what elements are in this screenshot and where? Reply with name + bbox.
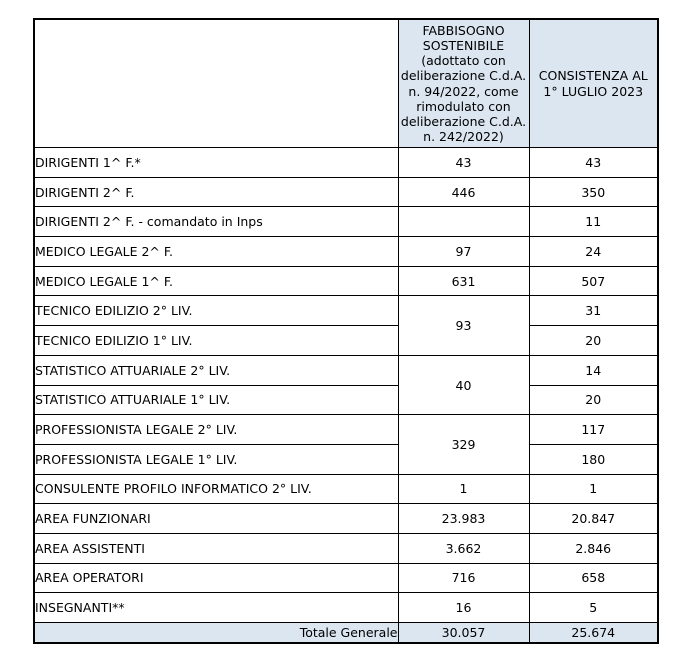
row-label: CONSULENTE PROFILO INFORMATICO 2° LIV. — [34, 474, 398, 504]
fabbisogno-cell: 716 — [398, 563, 529, 593]
fabbisogno-cell: 97 — [398, 237, 529, 267]
header-fabbisogno-line: rimodulato con — [416, 98, 511, 114]
fabbisogno-cell: 23.983 — [398, 504, 529, 534]
fabbisogno-cell-merged: 93 — [398, 296, 529, 355]
table-row — [34, 474, 658, 504]
table-row — [34, 444, 658, 474]
consistenza-cell: 2.846 — [529, 533, 658, 563]
consistenza-cell: 1 — [529, 474, 658, 504]
consistenza-cell: 11 — [529, 207, 658, 237]
fabbisogno-cell: 631 — [398, 266, 529, 296]
fabbisogno-cell: 446 — [398, 177, 529, 207]
table-row — [34, 593, 658, 623]
row-label: DIRIGENTI 1^ F.* — [34, 148, 398, 178]
row-label: AREA ASSISTENTI — [34, 533, 398, 563]
header-fabbisogno — [398, 19, 529, 148]
row-label: AREA OPERATORI — [34, 563, 398, 593]
row-label: TECNICO EDILIZIO 1° LIV. — [34, 326, 398, 356]
consistenza-cell: 31 — [529, 296, 658, 326]
header-fabbisogno-line: FABBISOGNO — [422, 22, 505, 38]
table-row — [34, 237, 658, 267]
table-row — [34, 355, 658, 385]
total-row — [34, 623, 658, 644]
header-fabbisogno-line: deliberazione C.d.A. — [400, 68, 527, 84]
header-consistenza-line: CONSISTENZA AL — [538, 68, 648, 84]
header-blank-cell — [34, 19, 398, 148]
row-label: MEDICO LEGALE 1^ F. — [34, 266, 398, 296]
header-fabbisogno-line: SOSTENIBILE — [422, 37, 505, 53]
fabbisogno-cell — [398, 207, 529, 237]
staff-table — [33, 18, 659, 644]
table-row — [34, 148, 658, 178]
table-row — [34, 326, 658, 356]
table-row — [34, 415, 658, 445]
consistenza-cell: 507 — [529, 266, 658, 296]
header-fabbisogno-line: n. 94/2022, come — [408, 83, 519, 99]
table-row — [34, 504, 658, 534]
row-label: MEDICO LEGALE 2^ F. — [34, 237, 398, 267]
row-label: TECNICO EDILIZIO 2° LIV. — [34, 296, 398, 326]
table-row — [34, 296, 658, 326]
row-label: STATISTICO ATTUARIALE 1° LIV. — [34, 385, 398, 415]
fabbisogno-cell: 3.662 — [398, 533, 529, 563]
consistenza-cell: 658 — [529, 563, 658, 593]
fabbisogno-cell-merged: 329 — [398, 415, 529, 474]
header-fabbisogno-line: n. 242/2022) — [423, 129, 504, 145]
consistenza-cell: 20.847 — [529, 504, 658, 534]
consistenza-cell: 14 — [529, 355, 658, 385]
header-consistenza-line: 1° LUGLIO 2023 — [543, 83, 644, 99]
table-row — [34, 207, 658, 237]
header-fabbisogno-line: (adottato con — [421, 53, 506, 69]
row-label: STATISTICO ATTUARIALE 2° LIV. — [34, 355, 398, 385]
consistenza-cell: 350 — [529, 177, 658, 207]
header-row — [34, 19, 658, 148]
row-label: AREA FUNZIONARI — [34, 504, 398, 534]
table-row — [34, 533, 658, 563]
total-consistenza: 25.674 — [529, 623, 658, 644]
table-row — [34, 177, 658, 207]
row-label: PROFESSIONISTA LEGALE 1° LIV. — [34, 444, 398, 474]
row-label: DIRIGENTI 2^ F. — [34, 177, 398, 207]
total-fabbisogno: 30.057 — [398, 623, 529, 644]
total-label: Totale Generale — [34, 623, 398, 644]
consistenza-cell: 43 — [529, 148, 658, 178]
fabbisogno-cell: 16 — [398, 593, 529, 623]
table-row — [34, 563, 658, 593]
fabbisogno-cell: 1 — [398, 474, 529, 504]
row-label: PROFESSIONISTA LEGALE 2° LIV. — [34, 415, 398, 445]
header-consistenza — [529, 19, 658, 148]
consistenza-cell: 24 — [529, 237, 658, 267]
consistenza-cell: 20 — [529, 385, 658, 415]
consistenza-cell: 180 — [529, 444, 658, 474]
consistenza-cell: 20 — [529, 326, 658, 356]
fabbisogno-cell-merged: 40 — [398, 355, 529, 414]
row-label: DIRIGENTI 2^ F. - comandato in Inps — [34, 207, 398, 237]
fabbisogno-cell: 43 — [398, 148, 529, 178]
table-row — [34, 385, 658, 415]
row-label: INSEGNANTI** — [34, 593, 398, 623]
header-fabbisogno-line: deliberazione C.d.A. — [400, 113, 527, 129]
consistenza-cell: 117 — [529, 415, 658, 445]
table-row — [34, 266, 658, 296]
consistenza-cell: 5 — [529, 593, 658, 623]
